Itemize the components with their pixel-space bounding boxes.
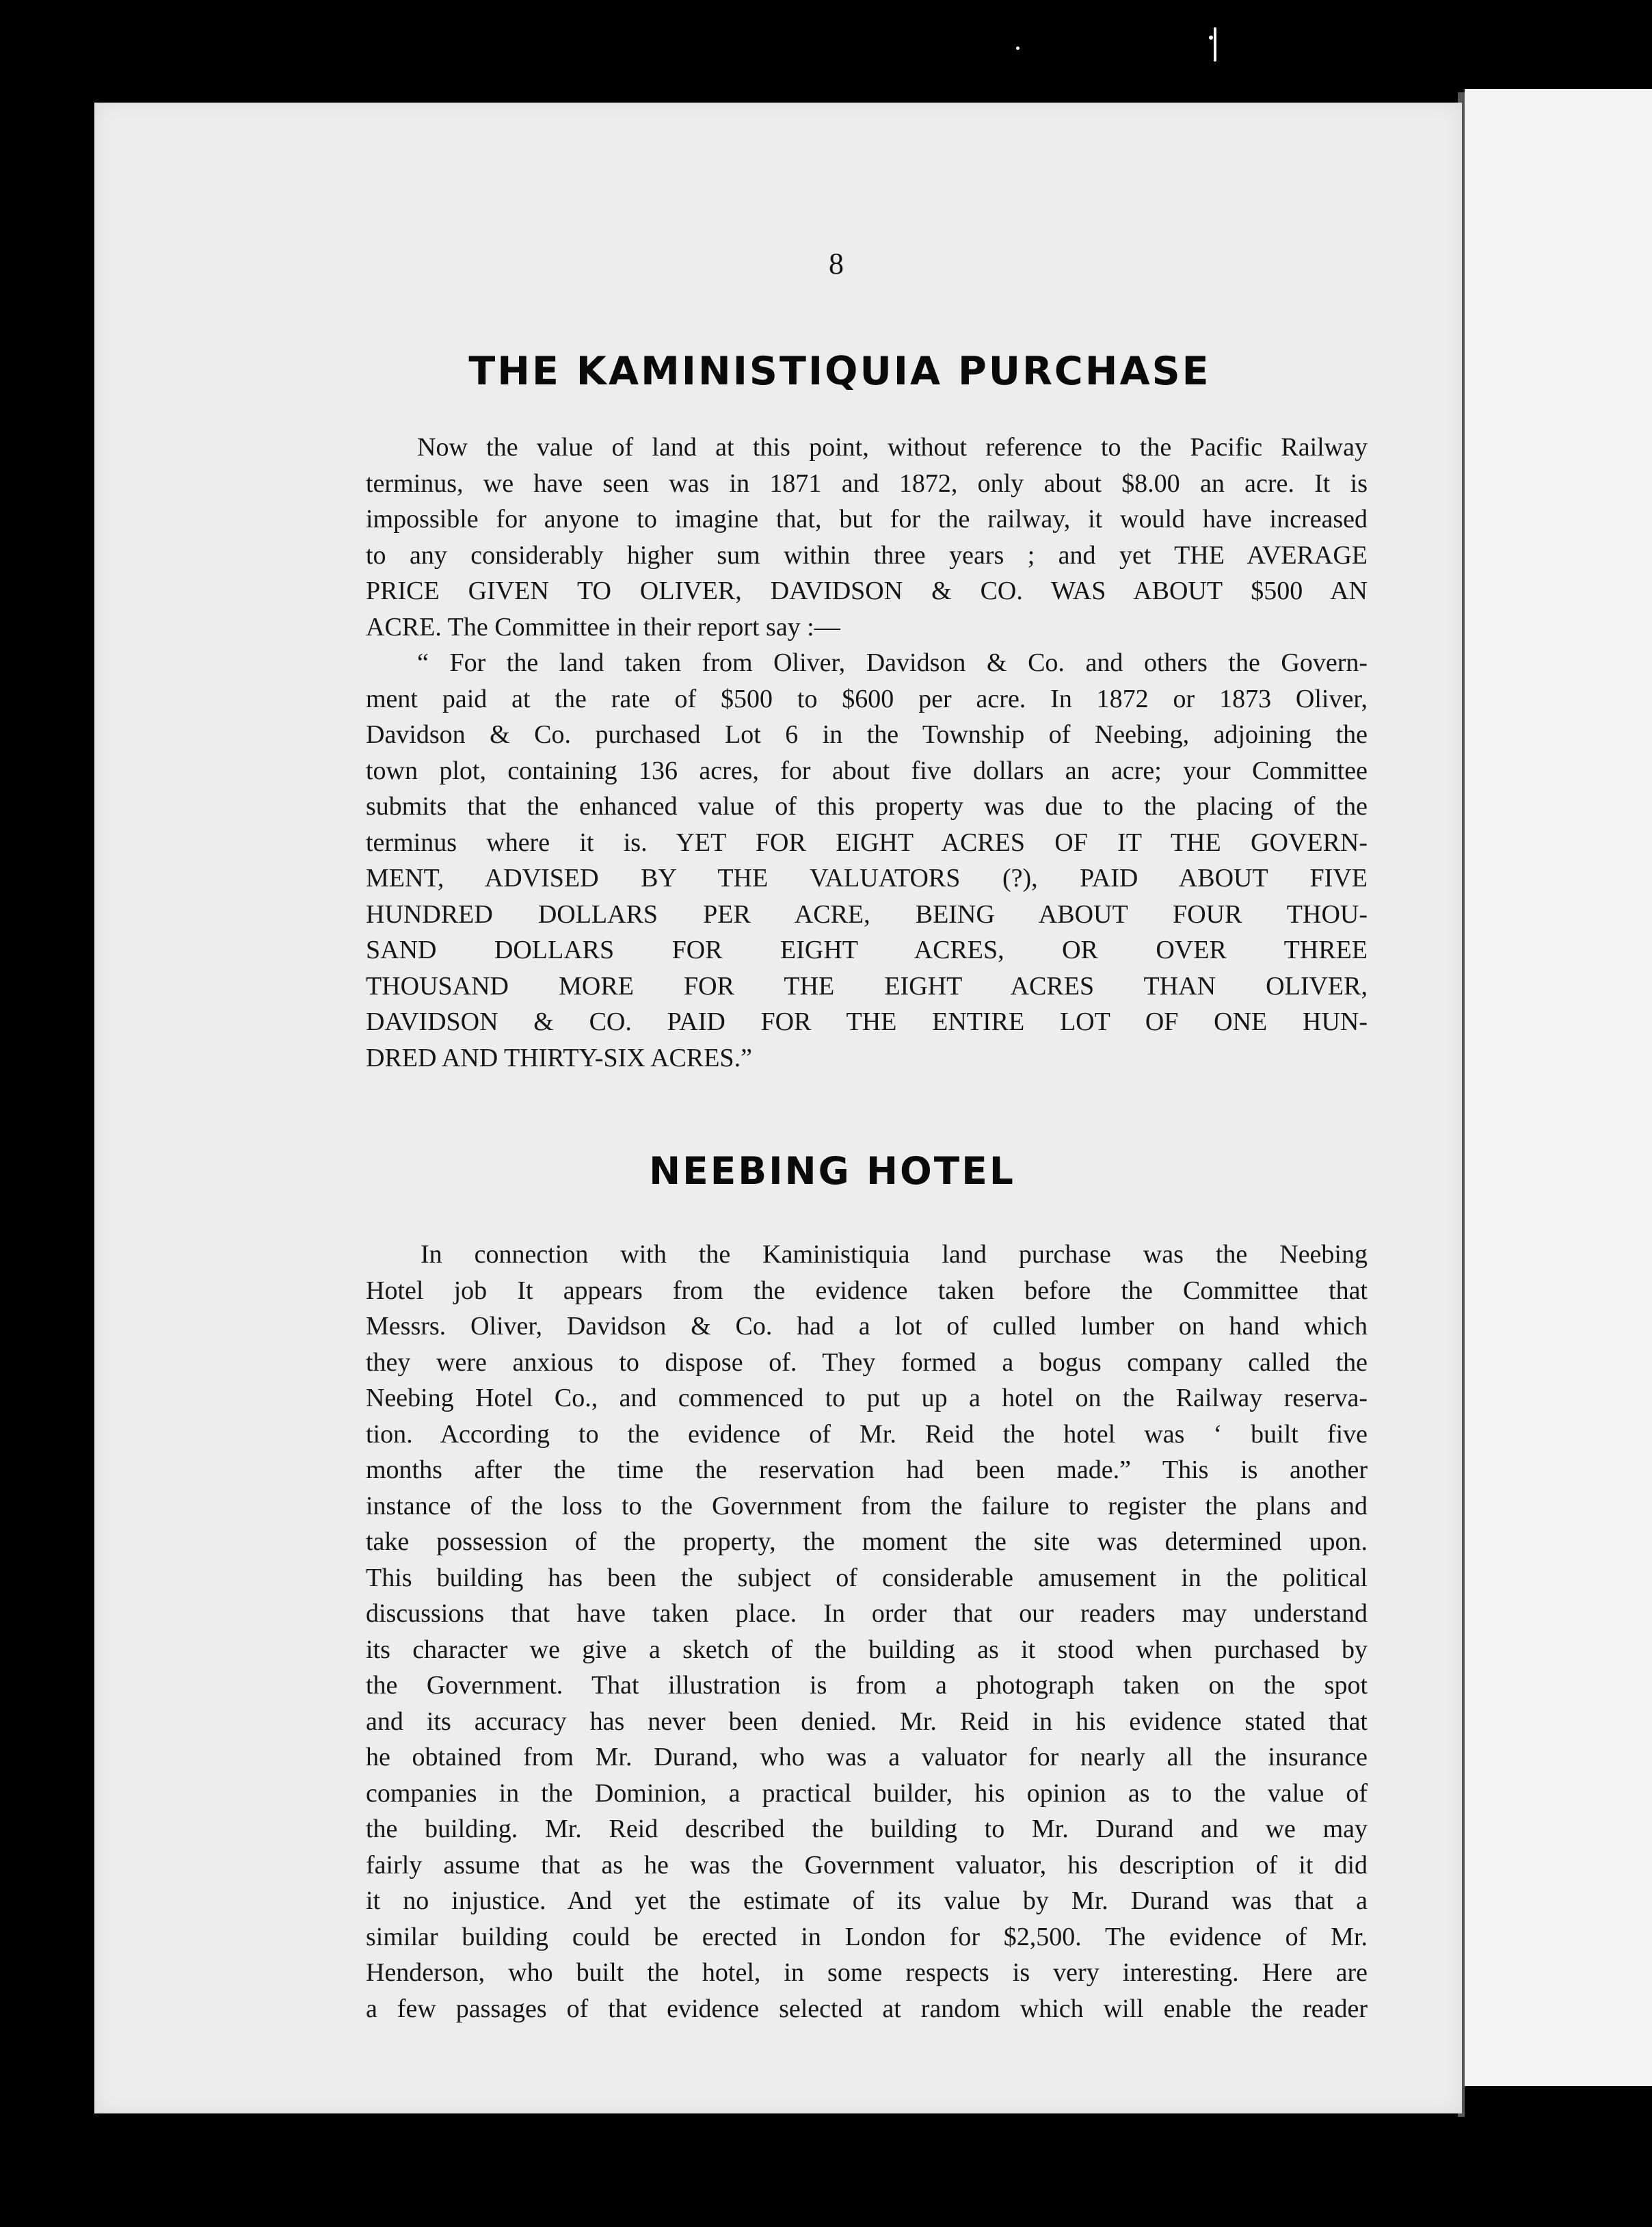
text-line: HUNDRED DOLLARS PER ACRE, BEING ABOUT FOUR THOU- bbox=[366, 899, 1368, 929]
text-line: months after the time the reservation had been made.” This is another bbox=[366, 1455, 1368, 1484]
text-line: terminus where it is. YET FOR EIGHT ACRES OF IT THE GOVERN- bbox=[366, 828, 1368, 857]
text-line: terminus, we have seen was in 1871 and 1872, only about $8.00 an acre. It is bbox=[366, 469, 1368, 498]
text-line: Hotel job It appears from the evidence taken before the Committee that bbox=[366, 1276, 1368, 1305]
scan-speck bbox=[1016, 47, 1020, 50]
text-line: Messrs. Oliver, Davidson & Co. had a lot of culled lumber on hand which bbox=[366, 1312, 1368, 1341]
text-line: it no injustice. And yet the estimate of its value by Mr. Durand was that a bbox=[366, 1886, 1368, 1915]
text-line: fairly assume that as he was the Government valuator, his description of it did bbox=[366, 1850, 1368, 1880]
text-line: ACRE. The Committee in their report say :— bbox=[366, 612, 840, 642]
paragraph-kaministiquia bbox=[366, 430, 1368, 1076]
text-line: similar building could be erected in London for $2,500. The evidence of Mr. bbox=[366, 1922, 1368, 1951]
text-line: Davidson & Co. purchased Lot 6 in the Township of Neebing, adjoining the bbox=[366, 720, 1368, 749]
text-line: DAVIDSON & CO. PAID FOR THE ENTIRE LOT OF ONE HUN- bbox=[366, 1007, 1368, 1036]
text-line: THOUSAND MORE FOR THE EIGHT ACRES THAN OLIVER, bbox=[366, 971, 1368, 1001]
text-line: its character we give a sketch of the building as it stood when purchased by bbox=[366, 1635, 1368, 1664]
text-line: ment paid at the rate of $500 to $600 per acre. In 1872 or 1873 Oliver, bbox=[366, 684, 1368, 713]
section-heading-neebing-hotel: NEEBING HOTEL bbox=[649, 1149, 1015, 1193]
text-line: a few passages of that evidence selected at random which will enable the reader bbox=[366, 1994, 1368, 2023]
paragraph-neebing-hotel bbox=[366, 1237, 1368, 2027]
text-line: discussions that have taken place. In order that our readers may understand bbox=[366, 1599, 1368, 1628]
text-line: Henderson, who built the hotel, in some respects is very interesting. Here are bbox=[366, 1958, 1368, 1987]
scan-speck bbox=[1209, 36, 1213, 40]
text-line: companies in the Dominion, a practical builder, his opinion as to the value of bbox=[366, 1778, 1368, 1808]
text-line: he obtained from Mr. Durand, who was a valuator for nearly all the insurance bbox=[366, 1743, 1368, 1771]
text-line: MENT, ADVISED BY THE VALUATORS (?), PAID ABOUT FIVE bbox=[366, 864, 1368, 893]
text-line: the building. Mr. Reid described the building to Mr. Durand and we may bbox=[366, 1815, 1368, 1843]
text-line: submits that the enhanced value of this property was due to the placing of the bbox=[366, 792, 1368, 821]
text-line: PRICE GIVEN TO OLIVER, DAVIDSON & CO. WAS ABOUT $500 AN bbox=[366, 577, 1368, 605]
text-line: SAND DOLLARS FOR EIGHT ACRES, OR OVER THREE bbox=[366, 936, 1368, 964]
text-line: “ For the land taken from Oliver, Davidson & Co. and others the Govern- bbox=[417, 648, 1368, 677]
text-line: DRED AND THIRTY-SIX ACRES.” bbox=[366, 1043, 752, 1072]
text-line: Now the value of land at this point, without reference to the Pacific Railway bbox=[417, 433, 1368, 462]
text-line: instance of the loss to the Government from the failure to register the plans and bbox=[366, 1491, 1368, 1520]
text-line: Neebing Hotel Co., and commenced to put up a hotel on the Railway reserva- bbox=[366, 1384, 1368, 1412]
text-line: This building has been the subject of considerable amusement in the political bbox=[366, 1563, 1368, 1592]
text-line: impossible for anyone to imagine that, but for the railway, it would have increased bbox=[366, 505, 1368, 533]
text-line: tion. According to the evidence of Mr. Reid the hotel was ‘ built five bbox=[366, 1419, 1368, 1449]
text-line: In connection with the Kaministiquia land purchase was the Neebing bbox=[421, 1240, 1368, 1269]
text-line: and its accuracy has never been denied. Mr. Reid in his evidence stated that bbox=[366, 1707, 1368, 1736]
text-line: they were anxious to dispose of. They formed a bogus company called the bbox=[366, 1347, 1368, 1377]
text-line: take possession of the property, the moment the site was determined upon. bbox=[366, 1527, 1368, 1556]
scan-speck bbox=[1214, 27, 1216, 62]
text-line: the Government. That illustration is from a photograph taken on the spot bbox=[366, 1671, 1368, 1700]
text-line: town plot, containing 136 acres, for about five dollars an acre; your Committee bbox=[366, 756, 1368, 785]
section-heading-kaministiquia: THE KAMINISTIQUIA PURCHASE bbox=[468, 349, 1211, 394]
text-line: to any considerably higher sum within three years ; and yet THE AVERAGE bbox=[366, 540, 1368, 570]
page-number: 8 bbox=[829, 247, 844, 280]
